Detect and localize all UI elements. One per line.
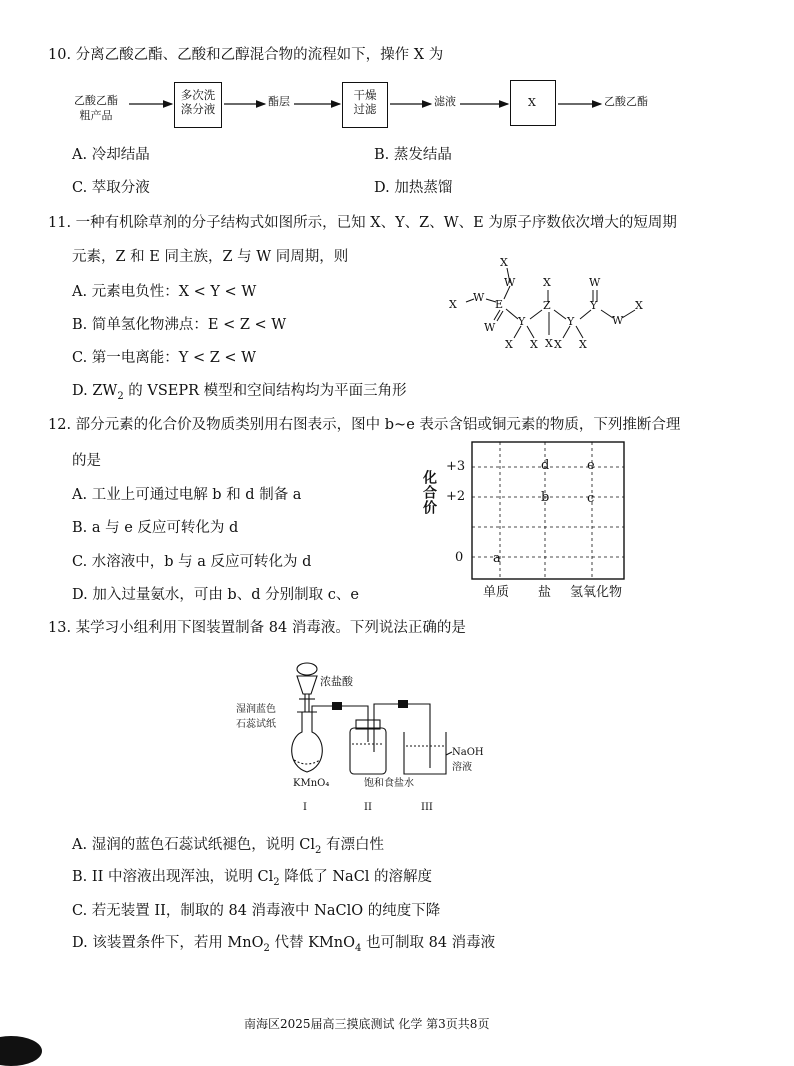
q13-tube-2-3 xyxy=(374,704,430,768)
q12-point-e: e xyxy=(587,458,595,473)
q13-beaker-3 xyxy=(404,732,446,774)
q10-filtrate: 滤液 xyxy=(434,95,456,108)
q13-funnel-body xyxy=(297,676,317,694)
q10-box1-line2: 涤分液 xyxy=(180,102,216,117)
q11-stem-line2: 元素，Z 和 E 同主族，Z 与 W 同周期，则 xyxy=(72,249,349,265)
q13-label-ii: II xyxy=(364,802,372,813)
q12-option-c[interactable]: C. 水溶液中，b 与 a 反应可转化为 d xyxy=(72,554,312,570)
q11-atom-y2: Y xyxy=(567,315,575,328)
q13-paper-line1: 湿润蓝色 xyxy=(236,704,276,715)
q10-box1-line1: 多次洗 xyxy=(180,88,216,102)
q13-label-naoh xyxy=(452,746,484,775)
q11-atom-w-below-e: W xyxy=(484,321,496,334)
q12-option-d[interactable]: D. 加入过量氨水，可由 b、d 分别制取 c、e xyxy=(72,587,359,603)
q13-optD-sub: 2 xyxy=(263,942,270,954)
q11-option-b[interactable]: B. 简单氢化物沸点：E < Z < W xyxy=(72,317,287,333)
q12-ytick-0: 0 xyxy=(455,550,464,565)
q13-option-b[interactable] xyxy=(72,870,432,888)
q11-option-a[interactable]: A. 元素电负性：X < Y < W xyxy=(72,284,257,300)
q13-optD-mid: 代替 KMnO xyxy=(269,935,356,951)
q13-naoh-line2: 溶液 xyxy=(452,761,472,773)
q11-optD-pre: D. ZW xyxy=(72,383,118,399)
q13-funnel-stopper xyxy=(297,663,317,675)
q12-point-c: c xyxy=(587,491,595,506)
q13-label-paper xyxy=(236,703,276,732)
q10-ester-layer: 酯层 xyxy=(268,95,290,108)
q11-atom-x-y1b: X xyxy=(530,338,538,351)
q13-optD-sub2: 4 xyxy=(355,942,362,954)
q11-atom-x-left: X xyxy=(449,298,457,311)
q13-label-kmno4: KMnO₄ xyxy=(293,778,330,789)
q10-option-b[interactable]: B. 蒸发结晶 xyxy=(374,147,452,163)
q12-option-b[interactable]: B. a 与 e 反应可转化为 d xyxy=(72,520,239,536)
q13-tube-1-2 xyxy=(312,706,368,742)
q13-label-brine: 饱和食盐水 xyxy=(364,778,414,789)
q13-option-d[interactable] xyxy=(72,936,495,954)
q13-option-c[interactable]: C. 若无装置 II，制取的 84 消毒液中 NaClO 的纯度下降 xyxy=(72,903,441,919)
q11-optD-post: 的 VSEPR 模型和空间结构均为平面三角形 xyxy=(123,383,407,399)
q13-optB-pre: B. II 中溶液出现浑浊，说明 Cl xyxy=(72,869,274,885)
q10-option-c[interactable]: C. 萃取分液 xyxy=(72,180,150,196)
q12-ytick-plus3: +3 xyxy=(446,459,466,474)
q11-atom-x-below-z: X xyxy=(545,337,553,350)
q10-option-d[interactable]: D. 加热蒸馏 xyxy=(374,180,453,196)
page-footer: 南海区2025届高三摸底测试 化学 第3页共8页 xyxy=(244,1017,490,1031)
q12-xtick-element: 单质 xyxy=(483,585,510,600)
q11-option-c[interactable]: C. 第一电离能：Y < Z < W xyxy=(72,350,257,366)
q12-stem-line2: 的是 xyxy=(72,453,101,469)
q12-point-d: d xyxy=(541,458,550,473)
q13-optD-post: 也可制取 84 消毒液 xyxy=(361,935,496,951)
q11-atom-x-y2a: X xyxy=(554,338,562,351)
q13-paper-line2: 石蕊试纸 xyxy=(236,718,276,730)
q10-box2-line1: 干燥 xyxy=(353,88,377,102)
q13-option-a[interactable] xyxy=(72,838,384,856)
q12-ytick-plus2: +2 xyxy=(446,489,466,504)
q11-atom-w-top: W xyxy=(504,276,516,289)
q12-option-a[interactable]: A. 工业上可通过电解 b 和 d 制备 a xyxy=(72,487,302,503)
q13-optA-pre: A. 湿润的蓝色石蕊试纸褪色，说明 Cl xyxy=(72,837,316,853)
q11-atom-w-left: W xyxy=(473,291,485,304)
q11-atom-x-top-z: X xyxy=(543,276,551,289)
q10-end-label: 乙酸乙酯 xyxy=(604,95,648,108)
q11-atom-w-top-y3: W xyxy=(589,276,601,289)
q11-atom-y3: Y xyxy=(590,299,598,312)
q10-stem: 10. 分离乙酸乙酯、乙酸和乙醇混合物的流程如下，操作 X 为 xyxy=(48,47,444,63)
q13-label-acid: 浓盐酸 xyxy=(320,675,353,688)
q13-optB-sub: 2 xyxy=(273,876,280,888)
q11-stem-line1: 11. 一种有机除草剂的分子结构式如图所示，已知 X、Y、Z、W、E 为原子序数依次增大的短周期 xyxy=(48,215,677,231)
q13-optD-pre: D. 该装置条件下，若用 MnO xyxy=(72,935,264,951)
q12-xtick-salt: 盐 xyxy=(538,585,552,600)
q10-start-line2: 粗产品 xyxy=(79,108,113,122)
q12-point-b: b xyxy=(541,490,550,505)
q13-label-i: I xyxy=(303,802,307,813)
q11-atom-x-y2b: X xyxy=(579,338,587,351)
q11-atom-x-top: X xyxy=(500,256,508,269)
q13-optA-post: 有漂白性 xyxy=(321,837,385,853)
q13-stem: 13. 某学习小组利用下图装置制备 84 消毒液。下列说法正确的是 xyxy=(48,620,466,636)
q10-box2-line2: 过滤 xyxy=(353,102,377,117)
q13-optA-sub: 2 xyxy=(315,844,322,856)
q11-optD-sub: 2 xyxy=(117,390,124,402)
q10-option-a[interactable]: A. 冷却结晶 xyxy=(72,147,150,163)
q11-atom-x-y1a: X xyxy=(505,338,513,351)
q13-flask-1 xyxy=(292,712,323,772)
q13-naoh-line1: NaOH xyxy=(452,747,484,758)
q13-label-iii: III xyxy=(421,802,433,813)
q11-atom-y1: Y xyxy=(518,315,526,328)
q13-optB-post: 降低了 NaCl 的溶解度 xyxy=(279,869,433,885)
q12-point-a: a xyxy=(493,551,501,566)
q10-box-x-text: X xyxy=(528,96,536,109)
q12-chart-ylabel: 化合价 xyxy=(421,470,437,515)
q11-atom-z: Z xyxy=(543,299,551,312)
q12-xtick-hydroxide: 氢氧化物 xyxy=(570,585,623,600)
q12-stem-line1: 12. 部分元素的化合价及物质类别用右图表示，图中 b~e 表示含铝或铜元素的物质，下列推断合理 xyxy=(48,417,681,433)
q11-atom-e: E xyxy=(495,298,504,311)
q10-start-line1: 乙酸乙酯 xyxy=(74,94,118,107)
q11-atom-x-right: X xyxy=(635,299,643,312)
q11-atom-w-right: W xyxy=(612,314,624,327)
